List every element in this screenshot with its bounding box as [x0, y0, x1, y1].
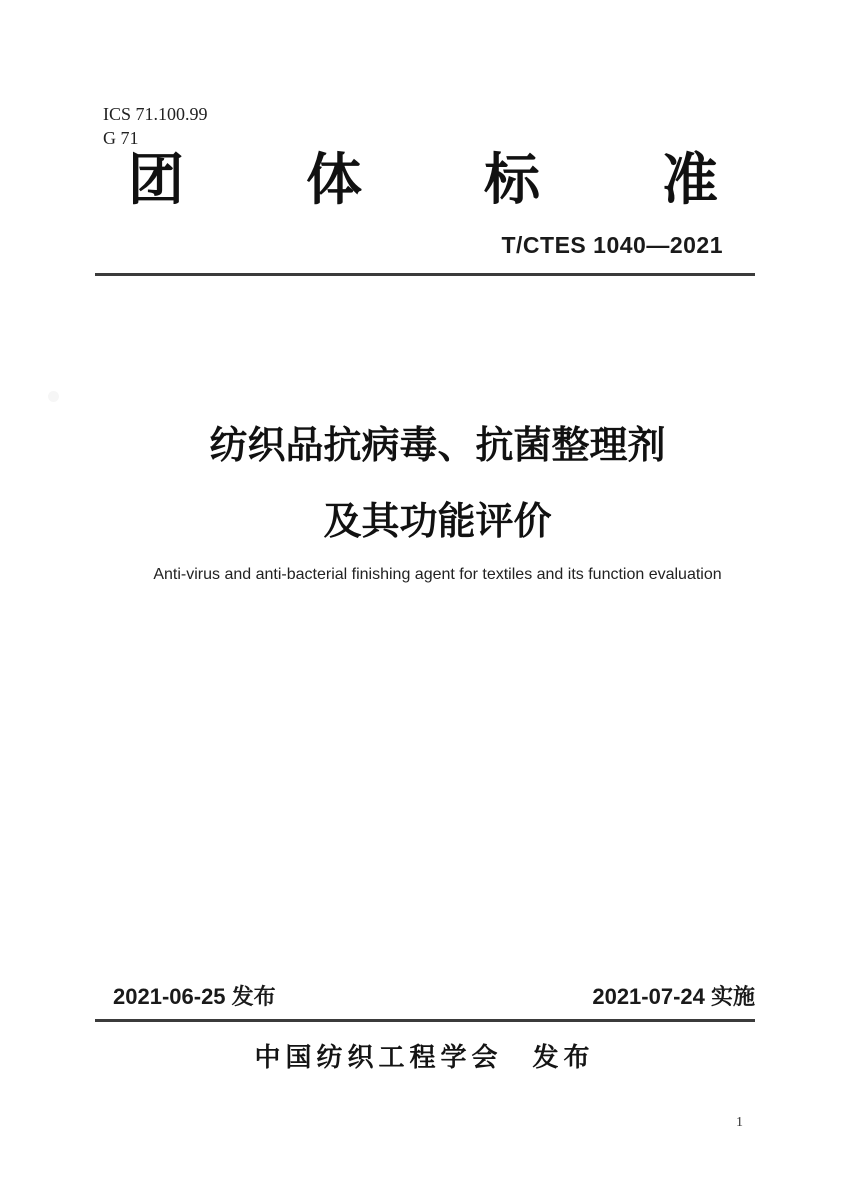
ics-code: ICS 71.100.99 — [103, 104, 208, 124]
document-title-english: Anti-virus and anti-bacterial finishing agent for textiles and its function evaluation — [153, 566, 722, 583]
top-rule — [95, 273, 755, 276]
scan-artifact — [48, 391, 59, 402]
standard-number: T/CTES 1040—2021 — [501, 232, 723, 258]
publisher-line — [0, 1041, 849, 1073]
issue-date: 2021-06-25 发布 — [113, 984, 276, 1009]
standard-type-char-3: 标 — [484, 148, 540, 211]
standard-type-char-1: 团 — [128, 148, 184, 211]
document-title — [13, 424, 849, 544]
bottom-rule — [95, 1019, 755, 1022]
document-title-line1: 纺织品抗病毒、抗菌整理剂 — [209, 425, 666, 467]
standard-type-heading — [128, 150, 718, 210]
classification-code: G 71 — [103, 128, 139, 148]
publisher-name: 中国纺织工程学会 — [254, 1042, 503, 1072]
implementation-date: 2021-07-24 实施 — [592, 984, 755, 1009]
publisher-action-label: 发布 — [532, 1042, 595, 1072]
standard-type-char-2: 体 — [306, 148, 362, 211]
page-number: 1 — [736, 1115, 743, 1130]
standard-type-char-4: 准 — [662, 148, 718, 211]
document-title-line2: 及其功能评价 — [323, 501, 552, 543]
dates-row — [113, 983, 755, 1010]
